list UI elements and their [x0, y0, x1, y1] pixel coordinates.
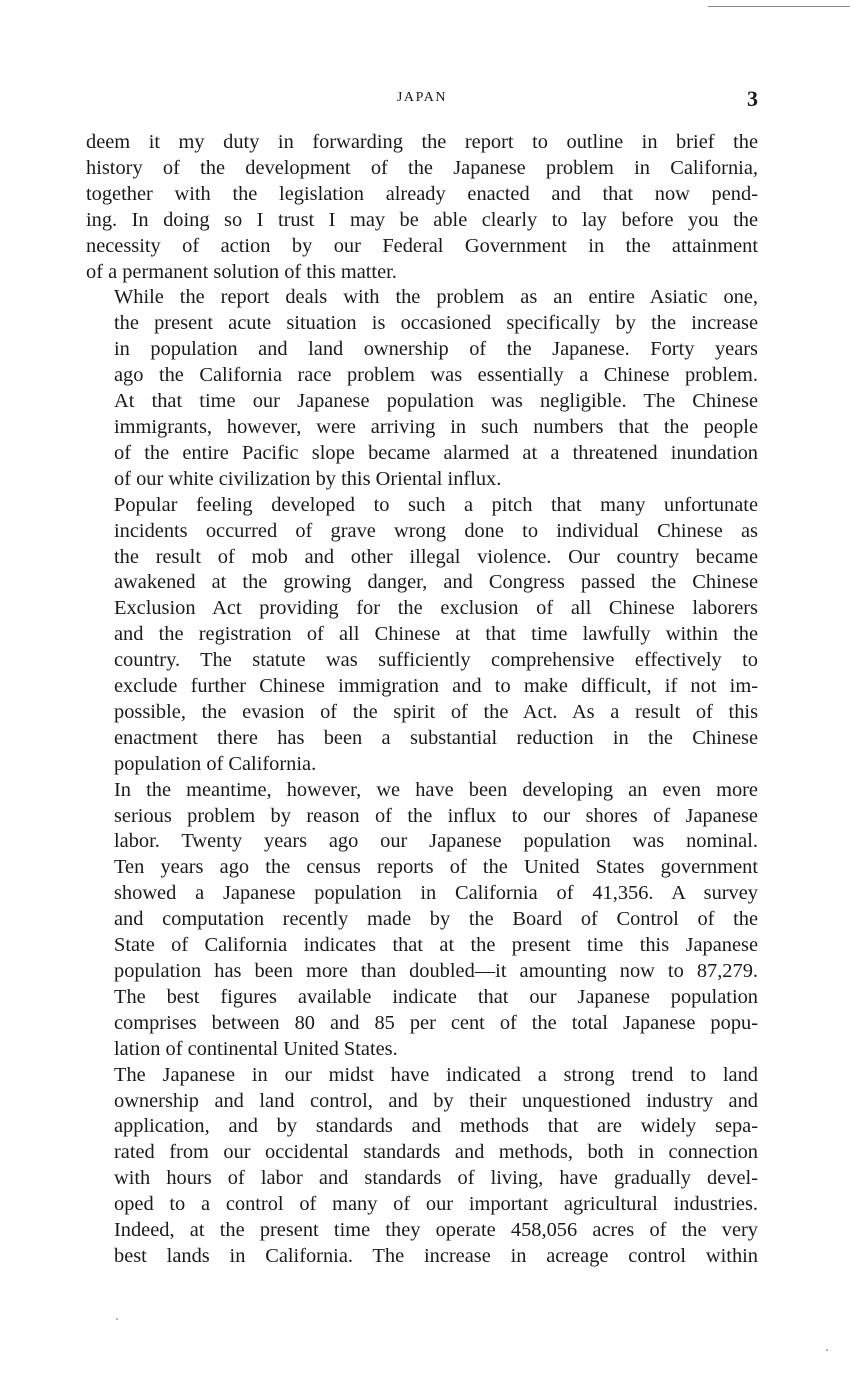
paragraph	[86, 285, 758, 492]
scan-edge-rule	[708, 6, 850, 7]
text-line: The best figures available indicate that our Japanese population	[114, 985, 758, 1008]
text-line: ownership and land control, and by their unquestioned industry and	[114, 1089, 758, 1112]
text-line: population has been more than doubled—it amounting now to 87,279.	[114, 960, 758, 982]
text-line: population of California.	[114, 752, 317, 775]
text-line: Ten years ago the census reports of the United States government	[114, 856, 758, 879]
scan-speck	[116, 1318, 118, 1320]
text-line: State of California indicates that at the present time this Japanese	[114, 934, 758, 957]
text-line: application, and by standards and methods that are widely sepa-	[114, 1115, 758, 1138]
text-line: oped to a control of many of our important agricultural industries.	[114, 1193, 758, 1216]
text-line: serious problem by reason of the influx to our shores of Japanese	[114, 804, 758, 827]
text-line: and computation recently made by the Board of Control of the	[114, 908, 758, 931]
text-line: ago the California race problem was essentially a Chinese problem.	[114, 364, 758, 387]
paragraph	[86, 493, 758, 778]
text-line: Popular feeling developed to such a pitch that many unfortunate	[114, 493, 758, 516]
text-line: In the meantime, however, we have been developing an even more	[114, 778, 758, 801]
paragraph	[86, 1063, 758, 1270]
text-line: deem it my duty in forwarding the report to outline in brief the	[86, 131, 758, 153]
body-text	[86, 130, 758, 1270]
text-line: of a permanent solution of this matter.	[86, 260, 397, 283]
text-line: awakened at the growing danger, and Congress passed the Chinese	[114, 571, 758, 594]
text-line: ing. In doing so I trust I may be able clearly to lay before you the	[86, 208, 758, 231]
text-line: together with the legislation already enacted and that now pend-	[86, 182, 758, 205]
text-line: in population and land ownership of the Japanese. Forty years	[114, 338, 758, 361]
text-line: and the registration of all Chinese at that time lawfully within the	[114, 623, 758, 646]
text-line: of the entire Pacific slope became alarmed at a threatened inundation	[114, 441, 758, 464]
text-line: necessity of action by our Federal Government in the attainment	[86, 234, 758, 257]
text-line: possible, the evasion of the spirit of the Act. As a result of this	[114, 700, 758, 723]
paragraph	[86, 130, 758, 285]
text-line: incidents occurred of grave wrong done to individual Chinese as	[114, 519, 758, 542]
text-line: the result of mob and other illegal violence. Our country became	[114, 545, 758, 568]
text-line: At that time our Japanese population was negligible. The Chinese	[114, 390, 758, 413]
paragraph	[86, 778, 758, 1063]
text-line: enactment there has been a substantial reduction in the Chinese	[114, 726, 758, 749]
page-header	[86, 86, 758, 114]
text-line: immigrants, however, were arriving in such numbers that the people	[114, 415, 758, 438]
text-line: lation of continental United States.	[114, 1037, 398, 1060]
text-line: history of the development of the Japanese problem in California,	[86, 156, 758, 179]
text-line: exclude further Chinese immigration and to make difficult, if not im-	[114, 675, 758, 698]
text-line: rated from our occidental standards and methods, both in connection	[114, 1141, 758, 1164]
page-number: 3	[747, 86, 758, 111]
text-line: best lands in California. The increase in acreage control within	[114, 1244, 758, 1267]
text-line: Indeed, at the present time they operate 458,056 acres of the very	[114, 1219, 758, 1242]
text-line: comprises between 80 and 85 per cent of the total Japanese popu-	[114, 1011, 758, 1034]
text-line: Exclusion Act providing for the exclusion of all Chinese laborers	[114, 597, 758, 620]
running-head: JAPAN	[396, 90, 448, 105]
text-line: While the report deals with the problem as an entire Asiatic one,	[114, 286, 758, 309]
text-line: showed a Japanese population in California of 41,356. A survey	[114, 882, 758, 905]
text-line: The Japanese in our midst have indicated a strong trend to land	[114, 1063, 758, 1086]
text-line: the present acute situation is occasioned specifically by the increase	[114, 312, 758, 335]
text-line: labor. Twenty years ago our Japanese population was nominal.	[114, 830, 758, 853]
text-line: country. The statute was sufficiently comprehensive effectively to	[114, 649, 758, 672]
text-line: of our white civilization by this Oriental influx.	[114, 467, 502, 490]
text-line: with hours of labor and standards of living, have gradually devel-	[114, 1167, 758, 1190]
scan-speck	[826, 1349, 828, 1351]
